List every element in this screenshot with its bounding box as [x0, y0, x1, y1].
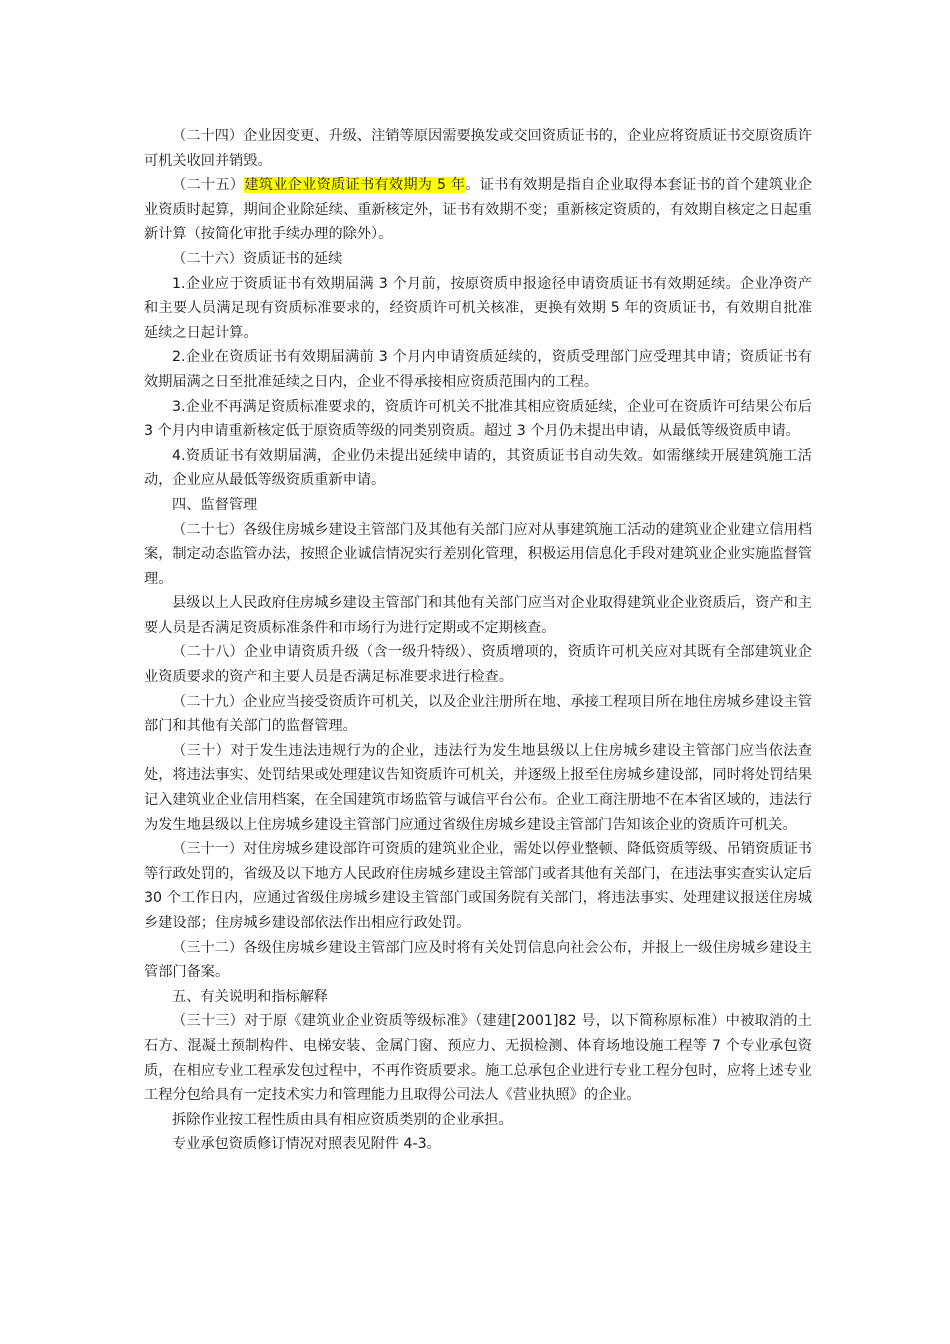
paragraph-33: （三十三）对于原《建筑业企业资质等级标准》（建建[2001]82 号，以下简称原标准）中被取消的土石方、混凝土预制构件、电梯安装、金属门窗、预应力、无损检测、体育场地设施工程等 7 个专业承包资质，在相应专业工程承发包过程中，不再作资质要求。施工总承包企业进行专业工程分包时，应将上述专业工程分包给具有一定技术实力和管理能力且取得公司法人《营业执照》的企业。 — [144, 1013, 812, 1104]
paragraph-27: （二十七）各级住房城乡建设主管部门及其他有关部门应对从事建筑施工活动的建筑业企业建立信用档案，制定动态监管办法，按照企业诚信情况实行差别化管理，积极运用信息化手段对建筑业企业实施监督管理。 — [144, 521, 812, 587]
paragraph-25-suffix: 。证书有效期是指自企业取得本套证书的首个建筑业企业资质时起算，期间企业除延续、重新核定外，证书有效期不变；重新核定资质的，有效期自核定之日起重新计算（按简化审批手续办理的除外）。 — [144, 177, 812, 243]
paragraph-25 — [144, 173, 812, 247]
appendix-reference: 专业承包资质修订情况对照表见附件 4-3。 — [172, 1136, 441, 1153]
paragraph-30: （三十）对于发生违法违规行为的企业，违法行为发生地县级以上住房城乡建设主管部门应当依法查处，将违法事实、处罚结果或处理建议告知资质许可机关，并逐级上报至住房城乡建设部，同时将处罚结果记入建筑业企业信用档案，在全国建筑市场监管与诚信平台公布。企业工商注册地不在本省区域的，违法行为发生地县级以上住房城乡建设主管部门应通过省级住房城乡建设主管部门告知该企业的资质许可机关。 — [144, 742, 812, 833]
paragraph-28: （二十八）企业申请资质升级（含一级升特级）、资质增项的，资质许可机关应对其既有全部建筑业企业资质要求的资产和主要人员是否满足标准要求进行检查。 — [144, 644, 812, 686]
renewal-item-4: 4.资质证书有效期届满，企业仍未提出延续申请的，其资质证书自动失效。如需继续开展建筑施工活动，企业应从最低等级资质重新申请。 — [144, 447, 812, 489]
document-page — [144, 124, 812, 1157]
paragraph-32: （三十二）各级住房城乡建设主管部门应及时将有关处罚信息向社会公布，并报上一级住房城乡建设主管部门备案。 — [144, 939, 812, 981]
renewal-item-3: 3.企业不再满足资质标准要求的，资质许可机关不批准其相应资质延续，企业可在资质许可结果公布后 3 个月内申请重新核定低于原资质等级的同类别资质。超过 3 个月仍未提出申请，从最低等级资质申请。 — [144, 398, 812, 440]
paragraph-27-cont: 县级以上人民政府住房城乡建设主管部门和其他有关部门应当对企业取得建筑业企业资质后，资产和主要人员是否满足资质标准条件和市场行为进行定期或不定期核查。 — [144, 595, 812, 636]
renewal-item-1: 1.企业应于资质证书有效期届满 3 个月前，按原资质申报途径申请资质证书有效期延续。企业净资产和主要人员满足现有资质标准要求的，经资质许可机关核准，更换有效期 5 年的资质证书，有效期自批准延续之日起计算。 — [144, 275, 812, 341]
renewal-item-2: 2.企业在资质证书有效期届满前 3 个月内申请资质延续的，资质受理部门应受理其申请；资质证书有效期届满之日至批准延续之日内，企业不得承接相应资质范围内的工程。 — [144, 349, 812, 390]
section-5-heading: 五、有关说明和指标解释 — [172, 988, 329, 1005]
paragraph-31: （三十一）对住房城乡建设部许可资质的建筑业企业，需处以停业整顿、降低资质等级、吊销资质证书等行政处罚的，省级及以下地方人民政府住房城乡建设主管部门或者其他有关部门，在违法事实查实认定后 30 个工作日内，应通过省级住房城乡建设主管部门或国务院有关部门，将违法事实、处理建议报送住房城乡建设部；住房城乡建设部依法作出相应行政处罚。 — [144, 841, 812, 931]
section-4-heading: 四、监督管理 — [172, 496, 258, 513]
paragraph-25-prefix: （二十五） — [172, 177, 245, 194]
highlighted-validity-text: 建筑业企业资质证书有效期为 5 年 — [244, 177, 466, 194]
paragraph-29: （二十九）企业应当接受资质许可机关，以及企业注册所在地、承接工程项目所在地住房城乡建设主管部门和其他有关部门的监督管理。 — [144, 693, 812, 735]
paragraph-26-heading: （二十六）资质证书的延续 — [172, 250, 343, 267]
paragraph-24: （二十四）企业因变更、升级、注销等原因需要换发或交回资质证书的，企业应将资质证书交原资质许可机关收回并销毁。 — [144, 128, 812, 169]
demolition-note: 拆除作业按工程性质由具有相应资质类别的企业承担。 — [172, 1111, 513, 1128]
